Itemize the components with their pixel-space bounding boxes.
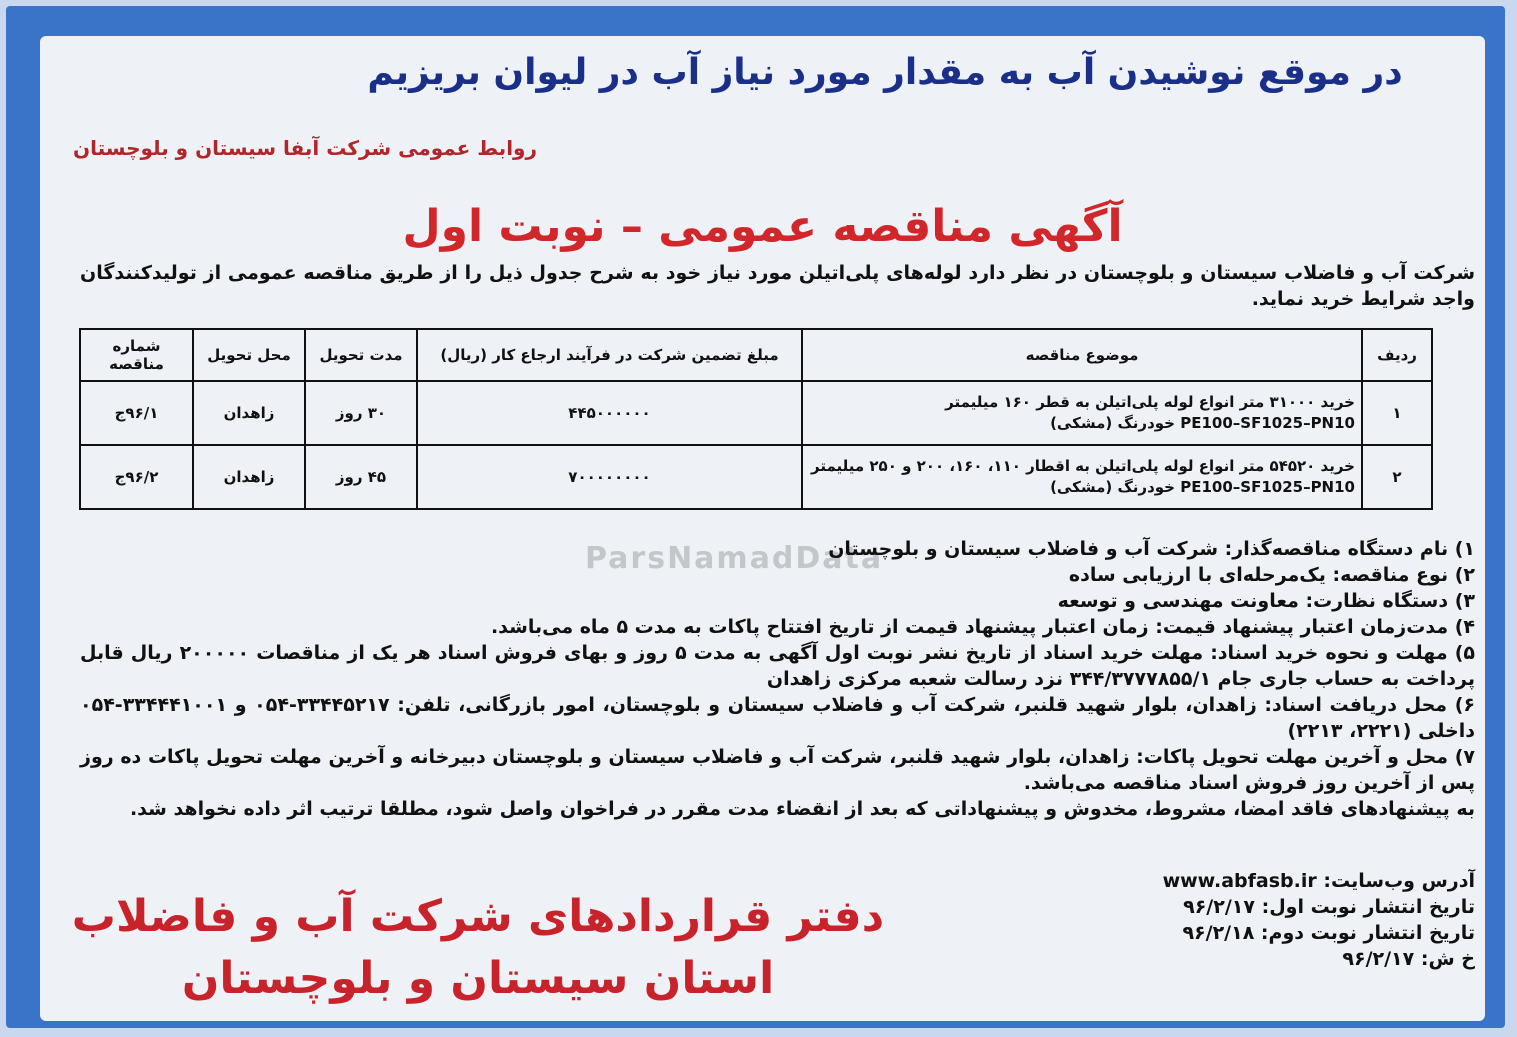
subject-line: خرید ۳۱۰۰۰ متر انواع لوله پلی‌اتیلن به قطر ۱۶۰ میلیمتر: [945, 393, 1355, 411]
terms-list: [80, 536, 1475, 822]
delivery-duration: ۴۵ روز: [305, 445, 417, 509]
header-subject: موضوع مناقصه: [802, 329, 1362, 381]
page-title: آگهی مناقصه عمومی – نوبت اول: [402, 201, 1123, 252]
delivery-place: زاهدان: [193, 381, 305, 445]
header-tender-number: شماره مناقصه: [80, 329, 193, 381]
table-header-row: [80, 329, 1432, 381]
tender-subject: [802, 381, 1362, 445]
table-row: [80, 381, 1432, 445]
page-frame: [6, 6, 1505, 1028]
subject-spec: PE100–SF1025–PN10 خودرنگ (مشکی): [1050, 414, 1355, 432]
tender-table: [79, 328, 1433, 510]
table-row: [80, 445, 1432, 509]
slogan: در موقع نوشیدن آب به مقدار مورد نیاز آب در لیوان بریزیم: [367, 52, 1403, 93]
delivery-duration: ۳۰ روز: [305, 381, 417, 445]
footer-line: استان سیستان و بلوچستان: [181, 953, 775, 1004]
header-place: محل تحویل: [193, 329, 305, 381]
header-row-number: ردیف: [1362, 329, 1432, 381]
first-publication-date: تاریخ انتشار نوبت اول: ۹۶/۲/۱۷: [1183, 896, 1475, 918]
term-item: ۳) دستگاه نظارت: معاونت مهندسی و توسعه: [1057, 590, 1475, 612]
header-guarantee: مبلغ تضمین شرکت در فرآیند ارجاع کار (ریال): [417, 329, 802, 381]
website-line: [1163, 868, 1475, 894]
footer-line: دفتر قراردادهای شرکت آب و فاضلاب: [71, 891, 885, 942]
term-item: ۷) محل و آخرین مهلت تحویل پاکات: زاهدان، بلوار شهید قلنبر، شرکت آب و فاضلاب سیستان و بلوچستان دبیرخانه و آخرین مهلت تحویل پاکات ده روز پس از آخرین روز فروش اسناد مناقصه می‌باشد.: [80, 746, 1475, 794]
reference-code: خ ش: ۹۶/۲/۱۷: [1342, 948, 1475, 970]
term-item: به پیشنهادهای فاقد امضا، مشروط، مخدوش و پیشنهاداتی که بعد از انقضاء مدت مقرر در فراخوان واصل شود، مطلقا ترتیب اثر داده نخواهد شد.: [129, 798, 1475, 820]
term-item: ۴) مدت‌زمان اعتبار پیشنهاد قیمت: زمان اعتبار پیشنهاد قیمت از تاریخ افتتاح پاکات به مدت ۵ ماه می‌باشد.: [490, 616, 1475, 638]
guarantee-amount: ۴۴۵۰۰۰۰۰۰: [417, 381, 802, 445]
watermark: ParsNamadData: [585, 541, 884, 576]
guarantee-amount: ۷۰۰۰۰۰۰۰۰: [417, 445, 802, 509]
term-item: ۵) مهلت و نحوه خرید اسناد: مهلت خرید اسناد از تاریخ نشر نوبت اول آگهی به مدت ۵ روز و بهای فروش اسناد هر یک از مناقصات ۲۰۰۰۰۰ ریال قابل پرداخت به حساب جاری جام ۳۴۴/۳۷۷۷۸۵۵/۱ نزد رسالت شعبه مرکزی زاهدان: [80, 642, 1475, 690]
row-number: ۲: [1362, 445, 1432, 509]
tender-number: ۹۶/۲ج: [80, 445, 193, 509]
website-link[interactable]: www.abfasb.ir: [1162, 870, 1317, 892]
term-item: ۶) محل دریافت اسناد: زاهدان، بلوار شهید قلنبر، شرکت آب و فاضلاب سیستان و بلوچستان، امور بازرگانی، تلفن: ۳۳۴۴۵۲۱۷-۰۵۴ و ۳۳۴۴۴۱۰۰۱-۰۵۴ داخلی (۲۲۲۱، ۲۲۱۳): [80, 694, 1475, 742]
public-relations-label: روابط عمومی شرکت آبفا سیستان و بلوچستان: [73, 136, 537, 160]
advertisement-paper: [40, 36, 1485, 1021]
tender-subject: [802, 445, 1362, 509]
subject-spec: PE100–SF1025–PN10 خودرنگ (مشکی): [1050, 478, 1355, 496]
term-item: ۲) نوع مناقصه: یک‌مرحله‌ای با ارزیابی ساده: [1068, 564, 1475, 586]
delivery-place: زاهدان: [193, 445, 305, 509]
website-label: آدرس وب‌سایت:: [1323, 870, 1475, 892]
contracts-office-signature: [68, 886, 888, 1010]
tender-number: ۹۶/۱ج: [80, 381, 193, 445]
publication-info: [1163, 868, 1475, 972]
term-item: ۱) نام دستگاه مناقصه‌گذار: شرکت آب و فاضلاب سیستان و بلوچستان: [828, 538, 1475, 560]
row-number: ۱: [1362, 381, 1432, 445]
header-duration: مدت تحویل: [305, 329, 417, 381]
intro-paragraph: شرکت آب و فاضلاب سیستان و بلوچستان در نظر دارد لوله‌های پلی‌اتیلن مورد نیاز خود به شرح جدول ذیل را از طریق مناقصه عمومی از تولیدکنندگان واجد شرایط خرید نماید.: [80, 262, 1475, 310]
subject-line: خرید ۵۴۵۲۰ متر انواع لوله پلی‌اتیلن به اقطار ۱۱۰، ۱۶۰، ۲۰۰ و ۲۵۰ میلیمتر: [811, 457, 1355, 475]
second-publication-date: تاریخ انتشار نوبت دوم: ۹۶/۲/۱۸: [1182, 922, 1475, 944]
